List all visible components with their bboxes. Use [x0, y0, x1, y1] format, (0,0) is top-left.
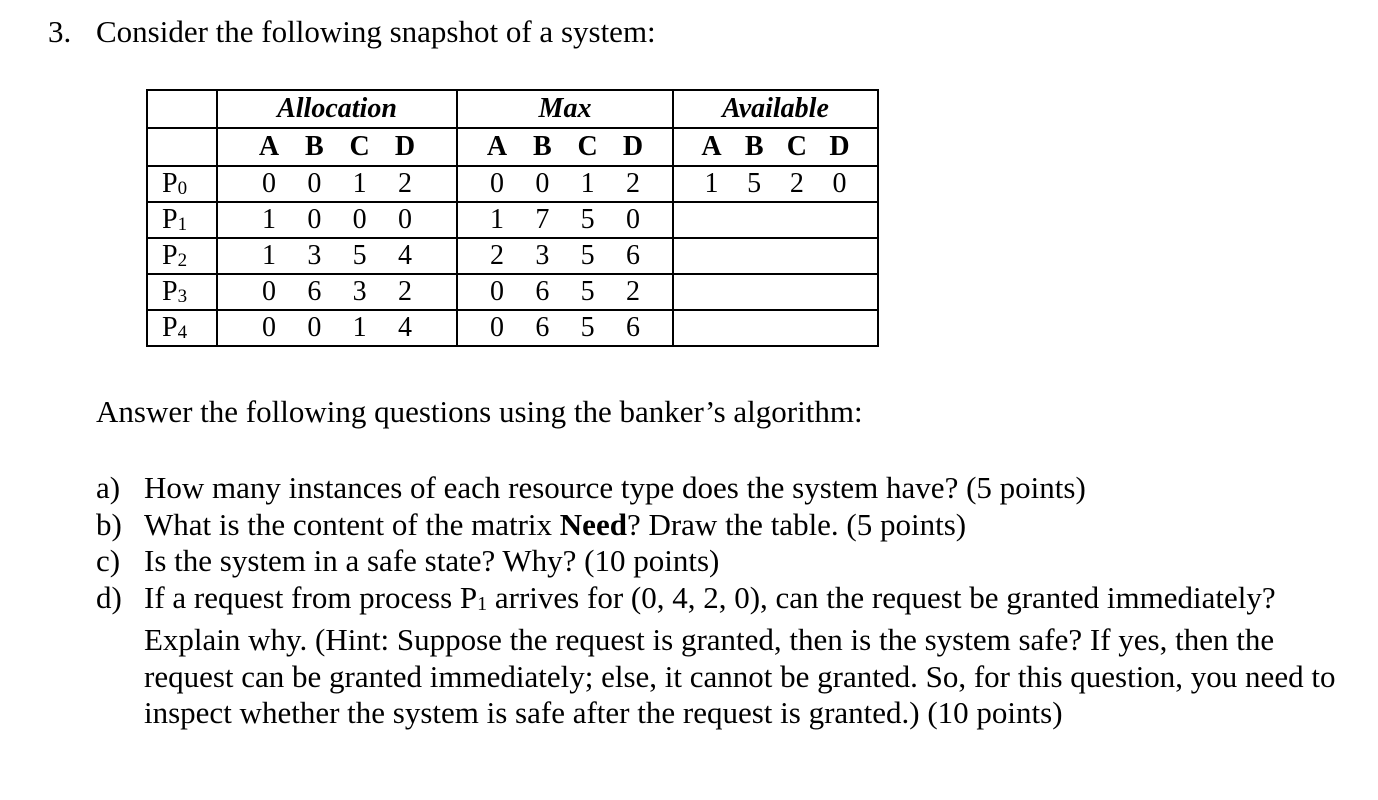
- value-cell: 2: [789, 168, 804, 199]
- process-label: $P_1$: [147, 202, 217, 238]
- max-values: [457, 166, 673, 202]
- max-header: Max: [457, 90, 673, 128]
- max-values: [457, 238, 673, 274]
- question-text: Is the system in a safe state? Why? (10 points): [144, 543, 720, 578]
- resource-label: B: [744, 131, 764, 162]
- instructions-text: Answer the following questions using the banker’s algorithm:: [96, 394, 863, 429]
- value-cell: 0: [490, 312, 504, 343]
- system-snapshot-table: [146, 89, 879, 347]
- resource-label: A: [701, 131, 722, 162]
- table-row: [147, 238, 878, 274]
- corner-cell: [147, 90, 217, 128]
- available-resources: [673, 128, 878, 166]
- table-row: [147, 166, 878, 202]
- value-cell: 5: [580, 312, 595, 343]
- resource-label: B: [304, 131, 324, 162]
- allocation-header: Allocation: [217, 90, 457, 128]
- value-cell: 0: [535, 168, 550, 199]
- value-cell: 2: [625, 276, 640, 307]
- max-values: [457, 274, 673, 310]
- value-cell: 0: [307, 204, 322, 235]
- value-cell: 0: [352, 204, 367, 235]
- list-item: [96, 543, 1366, 580]
- value-cell: 4: [397, 312, 412, 343]
- question-label: a): [96, 470, 121, 505]
- question-text: If a request from process $P_1$ arrives for (0, 4, 2, 0), can the request be granted immediately? Explain why. (Hint: Suppose the request is granted, then is the system safe? If yes, then the request can be granted immediately; else, it cannot be granted. So, for this question, you need to inspect whether the system is safe after the request is granted.) (10 points): [144, 579, 1336, 730]
- resource-label: A: [258, 131, 280, 162]
- value-cell: 0: [262, 276, 276, 307]
- value-cell: 6: [625, 240, 640, 271]
- value-cell: 6: [307, 276, 322, 307]
- value-cell: 0: [307, 168, 322, 199]
- table-group-header-row: [147, 90, 878, 128]
- allocation-values: [217, 202, 457, 238]
- value-cell: 0: [490, 276, 504, 307]
- table-row: [147, 310, 878, 346]
- available-values: [673, 274, 878, 310]
- max-resources: [457, 128, 673, 166]
- resource-label: A: [486, 131, 508, 162]
- value-cell: 0: [625, 204, 640, 235]
- value-cell: 0: [397, 204, 412, 235]
- resource-label: C: [786, 131, 807, 162]
- value-cell: 4: [397, 240, 412, 271]
- value-cell: 0: [307, 312, 322, 343]
- value-cell: 2: [490, 240, 504, 271]
- list-item: [96, 470, 1366, 507]
- resource-label: B: [532, 131, 552, 162]
- value-cell: 1: [262, 204, 276, 235]
- question-label: c): [96, 543, 121, 578]
- value-cell: 6: [625, 312, 640, 343]
- value-cell: 3: [352, 276, 367, 307]
- value-cell: 1: [262, 240, 276, 271]
- value-cell: 1: [352, 168, 367, 199]
- table-row: [147, 274, 878, 310]
- value-cell: 0: [832, 168, 847, 199]
- value-cell: 1: [490, 204, 504, 235]
- resource-label: D: [394, 131, 416, 162]
- value-cell: 7: [535, 204, 550, 235]
- table-resource-header-row: [147, 128, 878, 166]
- available-values: [673, 238, 878, 274]
- resource-label: D: [829, 131, 850, 162]
- table-row: [147, 202, 878, 238]
- process-label: $P_2$: [147, 238, 217, 274]
- allocation-resources: [217, 128, 457, 166]
- available-values: [673, 202, 878, 238]
- value-cell: 5: [352, 240, 367, 271]
- value-cell: 2: [625, 168, 640, 199]
- allocation-values: [217, 310, 457, 346]
- process-label: $P_3$: [147, 274, 217, 310]
- value-cell: 2: [397, 276, 412, 307]
- question-label: d): [96, 579, 122, 615]
- max-values: [457, 202, 673, 238]
- resource-label: D: [622, 131, 644, 162]
- value-cell: 5: [580, 204, 595, 235]
- list-item: [96, 580, 1366, 732]
- value-cell: 5: [580, 240, 595, 271]
- allocation-values: [217, 238, 457, 274]
- value-cell: 0: [262, 168, 276, 199]
- value-cell: 6: [535, 312, 550, 343]
- allocation-values: [217, 274, 457, 310]
- question-text: How many instances of each resource type does the system have? (5 points): [144, 470, 1086, 505]
- question-list: [96, 470, 1366, 732]
- process-label: $P_0$: [147, 166, 217, 202]
- question-label: b): [96, 506, 122, 542]
- value-cell: 1: [580, 168, 595, 199]
- question-text: What is the content of the matrix Need? Draw the table. (5 points): [144, 506, 967, 542]
- question-number: 3.: [48, 14, 72, 49]
- value-cell: 0: [490, 168, 504, 199]
- value-cell: 6: [535, 276, 550, 307]
- value-cell: 2: [397, 168, 412, 199]
- max-values: [457, 310, 673, 346]
- process-label: $P_4$: [147, 310, 217, 346]
- allocation-values: [217, 166, 457, 202]
- value-cell: 0: [262, 312, 276, 343]
- value-cell: 5: [747, 168, 762, 199]
- value-cell: 3: [307, 240, 322, 271]
- resource-label: C: [349, 131, 370, 162]
- available-values: [673, 310, 878, 346]
- available-values: [673, 166, 878, 202]
- value-cell: 1: [352, 312, 367, 343]
- value-cell: 5: [580, 276, 595, 307]
- question-title: Consider the following snapshot of a system:: [96, 14, 656, 49]
- question-heading: [48, 14, 656, 50]
- list-item: [96, 507, 1366, 544]
- value-cell: 1: [704, 168, 719, 199]
- corner-cell: [147, 128, 217, 166]
- value-cell: 3: [535, 240, 550, 271]
- resource-label: C: [577, 131, 598, 162]
- available-header: Available: [673, 90, 878, 128]
